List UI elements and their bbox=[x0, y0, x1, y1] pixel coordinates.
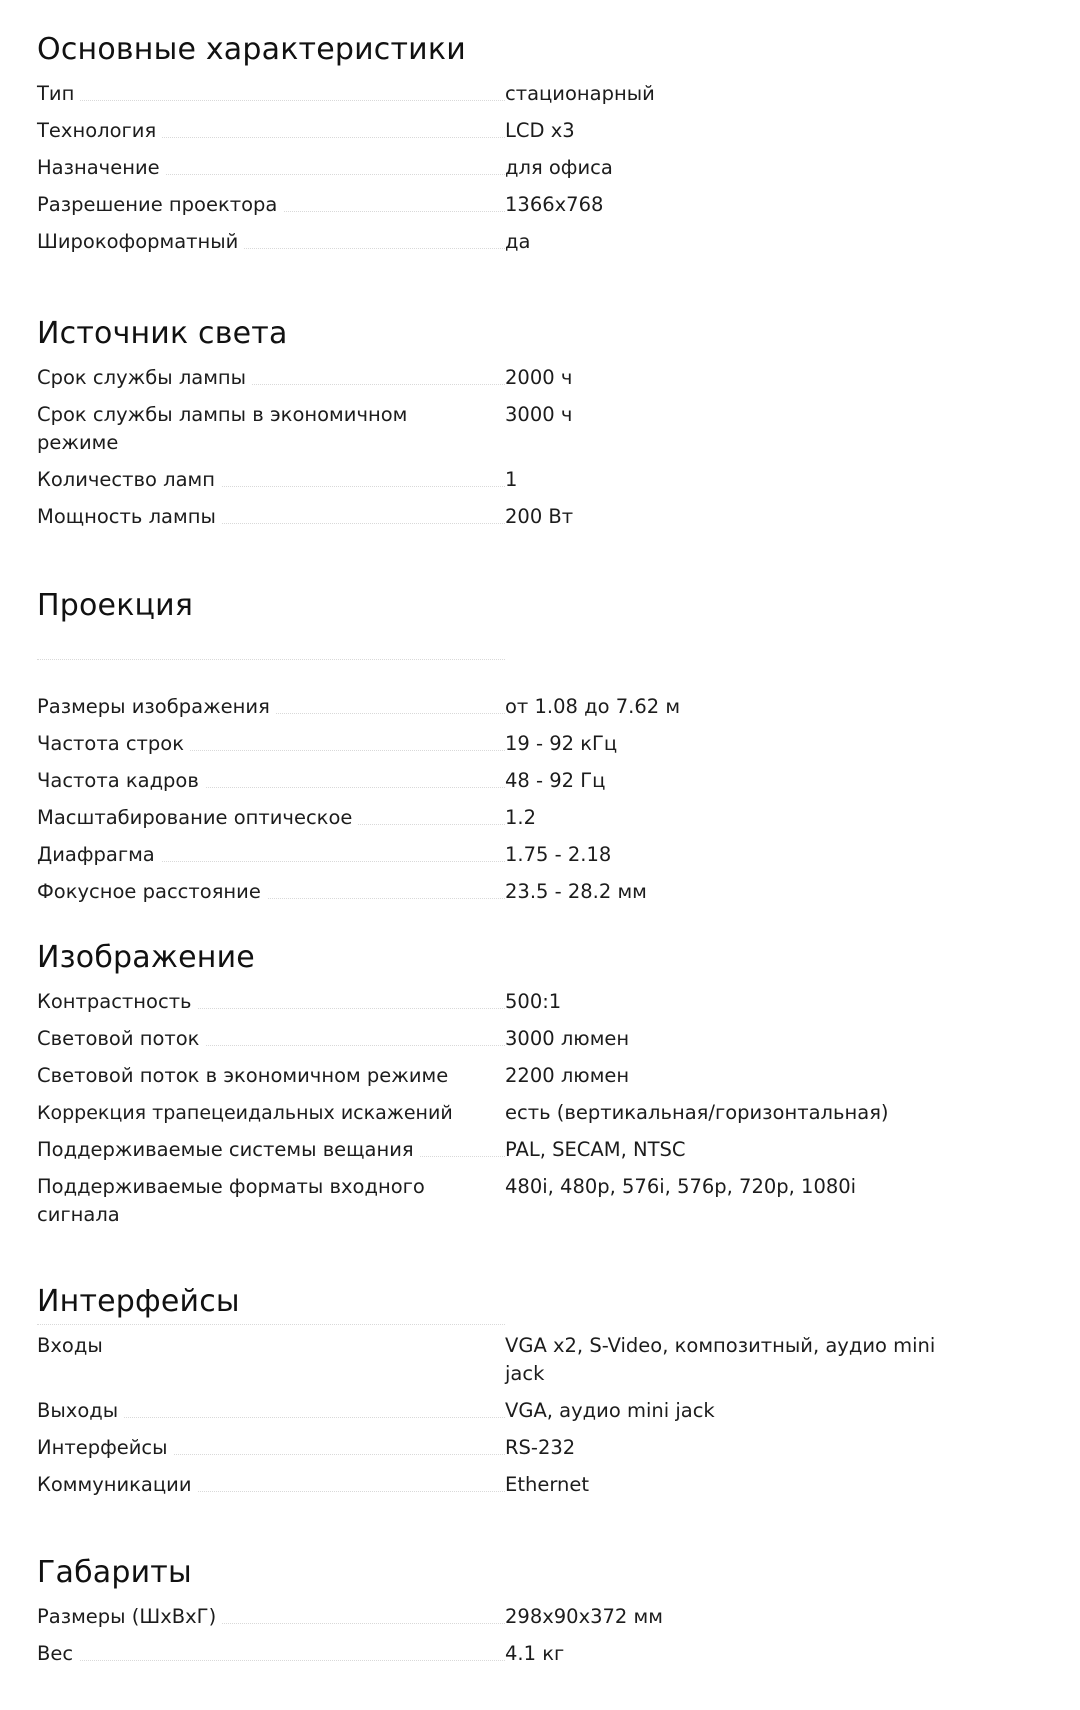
spec-value: 4.1 кг bbox=[505, 1642, 565, 1665]
section-title: Источник света bbox=[37, 316, 288, 351]
spec-value: для офиса bbox=[505, 156, 613, 179]
spec-value: PAL, SECAM, NTSC bbox=[505, 1138, 686, 1161]
spec-value: 480i, 480p, 576i, 576p, 720p, 1080i bbox=[505, 1175, 857, 1198]
spec-row bbox=[37, 1025, 889, 1053]
section-image bbox=[37, 938, 889, 1238]
section-main-characteristics bbox=[37, 30, 655, 265]
empty-row bbox=[37, 636, 505, 664]
spec-row bbox=[37, 401, 573, 457]
section-interfaces bbox=[37, 1282, 945, 1508]
spec-value: 19 - 92 кГц bbox=[505, 732, 618, 755]
spec-row bbox=[37, 80, 655, 108]
spec-label: Тип bbox=[37, 80, 80, 108]
spec-value: стационарный bbox=[505, 82, 655, 105]
leader-dots bbox=[37, 659, 505, 660]
spec-row bbox=[37, 364, 573, 392]
spec-value: 3000 люмен bbox=[505, 1027, 630, 1050]
spec-label: Размеры изображения bbox=[37, 693, 276, 721]
leader-dots bbox=[37, 1324, 505, 1325]
spec-value: 500:1 bbox=[505, 990, 562, 1013]
spec-row bbox=[37, 191, 655, 219]
spec-value: 1.75 - 2.18 bbox=[505, 843, 612, 866]
spec-label: Выходы bbox=[37, 1397, 124, 1425]
spec-row bbox=[37, 1136, 889, 1164]
spec-value: 1366x768 bbox=[505, 193, 604, 216]
spec-label: Фокусное расстояние bbox=[37, 878, 267, 906]
spec-value: 3000 ч bbox=[505, 403, 573, 426]
spec-label: Контрастность bbox=[37, 988, 198, 1016]
spec-row bbox=[37, 1397, 945, 1425]
spec-label: Назначение bbox=[37, 154, 166, 182]
spec-label: Световой поток в экономичном режиме bbox=[37, 1062, 454, 1090]
spec-value: 23.5 - 28.2 мм bbox=[505, 880, 647, 903]
spec-label: Частота строк bbox=[37, 730, 190, 758]
spec-row bbox=[37, 228, 655, 256]
spec-row bbox=[37, 503, 573, 531]
spec-value: 1.2 bbox=[505, 806, 537, 829]
spec-value: есть (вертикальная/горизонтальная) bbox=[505, 1101, 889, 1124]
spec-row bbox=[37, 1471, 945, 1499]
section-title: Проекция bbox=[37, 588, 194, 623]
spec-row bbox=[37, 1603, 663, 1631]
spec-label: Поддерживаемые системы вещания bbox=[37, 1136, 420, 1164]
spec-label: Масштабирование оптическое bbox=[37, 804, 358, 832]
spec-label: Коррекция трапецеидальных искажений bbox=[37, 1099, 459, 1127]
spec-row bbox=[37, 767, 680, 795]
section-light-source bbox=[37, 314, 573, 540]
section-title: Интерфейсы bbox=[37, 1284, 240, 1319]
spec-value: от 1.08 до 7.62 м bbox=[505, 695, 681, 718]
spec-label: Коммуникации bbox=[37, 1471, 198, 1499]
spec-value: Ethernet bbox=[505, 1473, 589, 1496]
leader-dots bbox=[37, 1660, 505, 1661]
spec-row bbox=[37, 1434, 945, 1462]
spec-value: 2000 ч bbox=[505, 366, 573, 389]
spec-label: Срок службы лампы в экономичном режиме bbox=[37, 401, 443, 457]
spec-value: LCD x3 bbox=[505, 119, 575, 142]
spec-label: Поддерживаемые форматы входного сигнала bbox=[37, 1173, 443, 1229]
spec-value: 298x90x372 мм bbox=[505, 1605, 663, 1628]
spec-label: Количество ламп bbox=[37, 466, 221, 494]
spec-row bbox=[37, 878, 680, 906]
spec-row bbox=[37, 804, 680, 832]
spec-label: Интерфейсы bbox=[37, 1434, 174, 1462]
spec-row bbox=[37, 1062, 889, 1090]
spec-label: Диафрагма bbox=[37, 841, 161, 869]
section-title: Основные характеристики bbox=[37, 32, 466, 67]
spec-label: Широкоформатный bbox=[37, 228, 244, 256]
spec-label: Световой поток bbox=[37, 1025, 205, 1053]
spec-row bbox=[37, 841, 680, 869]
spec-row bbox=[37, 693, 680, 721]
spec-value: VGA, аудио mini jack bbox=[505, 1399, 715, 1422]
spec-label: Размеры (ШxВxГ) bbox=[37, 1603, 222, 1631]
spec-row bbox=[37, 154, 655, 182]
section-title: Габариты bbox=[37, 1555, 192, 1590]
spec-row bbox=[37, 1640, 663, 1668]
spec-value: 200 Вт bbox=[505, 505, 574, 528]
spec-value: RS-232 bbox=[505, 1436, 576, 1459]
spec-label: Входы bbox=[37, 1332, 109, 1360]
spec-label: Срок службы лампы bbox=[37, 364, 252, 392]
spec-row bbox=[37, 466, 573, 494]
spec-value: да bbox=[505, 230, 531, 253]
spec-label: Частота кадров bbox=[37, 767, 205, 795]
spec-row bbox=[37, 1099, 889, 1127]
spec-value: 48 - 92 Гц bbox=[505, 769, 606, 792]
spec-value: 1 bbox=[505, 468, 518, 491]
spec-value: VGA x2, S-Video, композитный, аудио mini jack bbox=[505, 1334, 936, 1385]
leader-dots bbox=[37, 100, 505, 101]
spec-row bbox=[37, 988, 889, 1016]
section-projection bbox=[37, 586, 680, 915]
spec-row bbox=[37, 1332, 945, 1388]
section-dimensions bbox=[37, 1553, 663, 1677]
spec-label: Мощность лампы bbox=[37, 503, 222, 531]
spec-row bbox=[37, 117, 655, 145]
spec-label: Вес bbox=[37, 1640, 79, 1668]
section-title: Изображение bbox=[37, 940, 255, 975]
spec-label: Технология bbox=[37, 117, 162, 145]
spec-label: Разрешение проектора bbox=[37, 191, 283, 219]
spec-row bbox=[37, 1173, 889, 1229]
spec-row bbox=[37, 730, 680, 758]
spec-value: 2200 люмен bbox=[505, 1064, 630, 1087]
